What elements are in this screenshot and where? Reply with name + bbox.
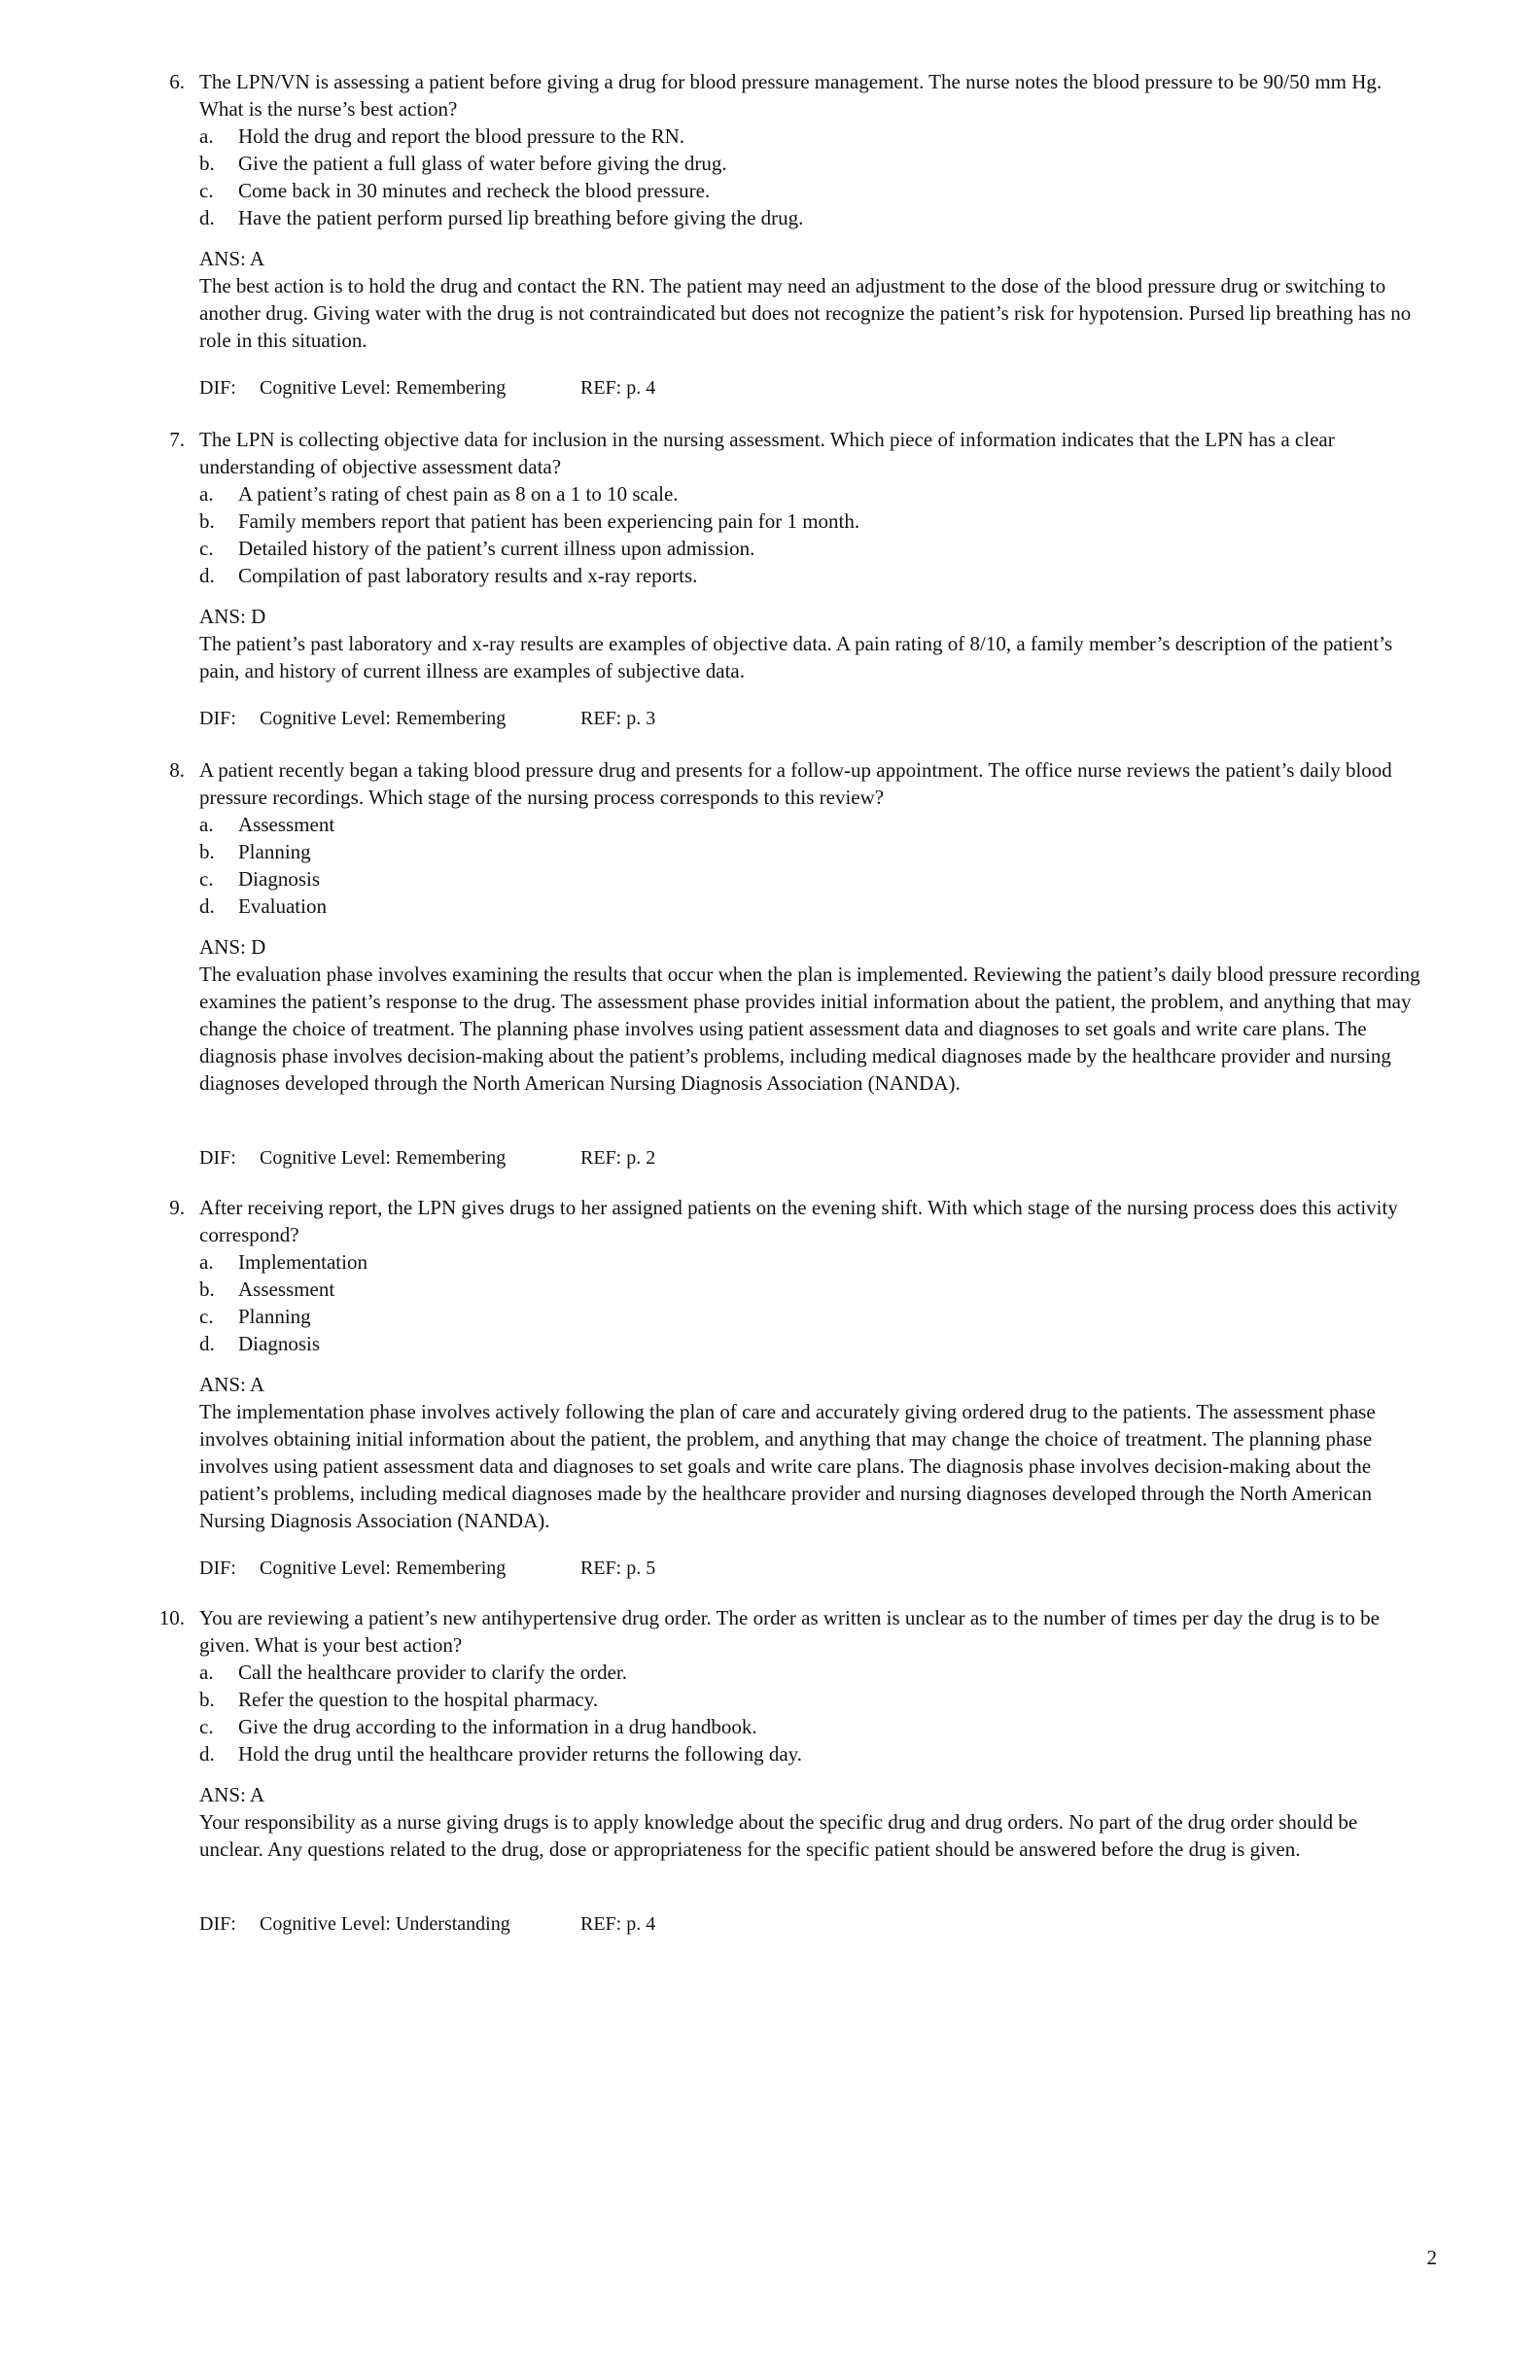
question-stem: The LPN is collecting objective data for inclusion in the nursing assessment. Which piece of information indicates that the LPN has a clear understanding of objective assessment data?	[199, 428, 1335, 478]
option-d	[199, 204, 1424, 231]
option-letter: d.	[199, 894, 215, 918]
option-text: Assessment	[238, 813, 335, 836]
question-number: 7.	[169, 428, 185, 451]
option-letter: b.	[199, 152, 215, 175]
option-letter: a.	[199, 1661, 214, 1684]
answer-options	[199, 1659, 1424, 1768]
option-letter: d.	[199, 206, 215, 229]
cognitive-level: Cognitive Level: Understanding	[260, 1913, 510, 1935]
option-letter: c.	[199, 867, 214, 891]
option-text: Diagnosis	[238, 1332, 320, 1355]
question-metadata	[199, 705, 655, 732]
difficulty-label: DIF:	[199, 1558, 236, 1579]
question-metadata	[199, 1910, 655, 1938]
option-letter: a.	[199, 1250, 214, 1274]
page-number: 2	[1426, 2246, 1437, 2269]
option-d	[199, 1330, 1424, 1357]
question-stem: You are reviewing a patient’s new antihypertensive drug order. The order as written is unclear as to the number of times per day the drug is to be given. What is your best action?	[199, 1606, 1380, 1657]
page-reference: REF: p. 4	[580, 1913, 656, 1935]
cognitive-level: Cognitive Level: Remembering	[260, 377, 507, 399]
answer-rationale: The patient’s past laboratory and x-ray results are examples of objective data. A pain rating of 8/10, a family member’s description of the patient’s pain, and history of current illness are examples of subjective data.	[199, 632, 1393, 682]
page-reference: REF: p. 5	[580, 1558, 656, 1579]
option-d	[199, 562, 1424, 589]
option-letter: b.	[199, 1278, 215, 1301]
option-a	[199, 1248, 1424, 1276]
page-reference: REF: p. 4	[580, 377, 656, 399]
option-text: Implementation	[238, 1250, 368, 1274]
option-text: Family members report that patient has been experiencing pain for 1 month.	[238, 509, 860, 533]
option-text: Call the healthcare provider to clarify the order.	[238, 1661, 627, 1684]
option-letter: c.	[199, 1715, 214, 1738]
page-reference: REF: p. 3	[580, 708, 656, 729]
question-stem: A patient recently began a taking blood pressure drug and presents for a follow-up appointment. The office nurse reviews the patient’s daily blood pressure recordings. Which stage of the nursing process corresponds to this review?	[199, 758, 1392, 809]
option-letter: a.	[199, 124, 214, 148]
option-text: Assessment	[238, 1278, 335, 1301]
difficulty-label: DIF:	[199, 1147, 236, 1169]
option-d	[199, 892, 1424, 920]
question-stem: The LPN/VN is assessing a patient before giving a drug for blood pressure management. The nurse notes the blood pressure to be 90/50 mm Hg. What is the nurse’s best action?	[199, 70, 1382, 121]
answer-key: ANS: A	[199, 247, 265, 270]
option-c	[199, 865, 1424, 892]
option-letter: b.	[199, 509, 215, 533]
question-metadata	[199, 1555, 655, 1582]
option-text: Give the drug according to the information in a drug handbook.	[238, 1715, 757, 1738]
option-text: Give the patient a full glass of water before giving the drug.	[238, 152, 727, 175]
option-a	[199, 811, 1424, 838]
option-d	[199, 1740, 1424, 1768]
option-text: Planning	[238, 840, 311, 863]
answer-key: ANS: D	[199, 935, 266, 959]
answer-rationale: The evaluation phase involves examining the results that occur when the plan is implemented. Reviewing the patient’s daily blood pressure recording examines the patient’s response to the drug. The assessment phase provides initial information about the patient, the problem, and anything that may change the choice of treatment. The planning phase involves using patient assessment data and diagnoses to set goals and write care plans. The diagnosis phase involves decision-making about the patient’s problems, including medical diagnoses made by the healthcare provider and nursing diagnoses developed through the North American Nursing Diagnosis Association (NANDA).	[199, 962, 1420, 1095]
option-text: Diagnosis	[238, 867, 320, 891]
option-text: Compilation of past laboratory results and x-ray reports.	[238, 564, 698, 587]
answer-options	[199, 811, 1424, 920]
option-text: Planning	[238, 1305, 311, 1328]
question-metadata	[199, 374, 655, 402]
cognitive-level: Cognitive Level: Remembering	[260, 1558, 507, 1579]
option-letter: d.	[199, 564, 215, 587]
option-text: Hold the drug and report the blood pressure to the RN.	[238, 124, 684, 148]
option-b	[199, 1276, 1424, 1303]
cognitive-level: Cognitive Level: Remembering	[260, 1147, 507, 1169]
question-number: 6.	[169, 70, 185, 93]
option-letter: a.	[199, 813, 214, 836]
page-reference: REF: p. 2	[580, 1147, 656, 1169]
option-text: Evaluation	[238, 894, 327, 918]
answer-options	[199, 480, 1424, 589]
option-text: Have the patient perform pursed lip breathing before giving the drug.	[238, 206, 804, 229]
option-letter: c.	[199, 179, 214, 202]
option-letter: d.	[199, 1332, 215, 1355]
option-a	[199, 480, 1424, 508]
option-letter: c.	[199, 1305, 214, 1328]
question-stem: After receiving report, the LPN gives drugs to her assigned patients on the evening shift. With which stage of the nursing process does this activity correspond?	[199, 1196, 1398, 1246]
option-b	[199, 150, 1424, 177]
answer-key: ANS: D	[199, 605, 266, 628]
option-letter: c.	[199, 537, 214, 560]
option-b	[199, 838, 1424, 865]
option-a	[199, 122, 1424, 150]
option-c	[199, 1303, 1424, 1330]
question-number: 9.	[169, 1196, 185, 1219]
option-text: Hold the drug until the healthcare provider returns the following day.	[238, 1742, 803, 1766]
difficulty-label: DIF:	[199, 1913, 236, 1935]
difficulty-label: DIF:	[199, 708, 236, 729]
option-text: Come back in 30 minutes and recheck the blood pressure.	[238, 179, 711, 202]
option-letter: b.	[199, 1688, 215, 1711]
option-c	[199, 177, 1424, 204]
question-metadata	[199, 1144, 655, 1172]
option-text: Refer the question to the hospital pharmacy.	[238, 1688, 599, 1711]
question-number: 10.	[158, 1606, 185, 1629]
option-text: Detailed history of the patient’s current illness upon admission.	[238, 537, 755, 560]
question-number: 8.	[169, 758, 185, 782]
option-text: A patient’s rating of chest pain as 8 on a 1 to 10 scale.	[238, 482, 679, 506]
option-c	[199, 535, 1424, 562]
cognitive-level: Cognitive Level: Remembering	[260, 708, 507, 729]
option-letter: b.	[199, 840, 215, 863]
answer-rationale: Your responsibility as a nurse giving drugs is to apply knowledge about the specific drug and drug orders. No part of the drug order should be unclear. Any questions related to the drug, dose or appropriateness for the specific patient should be answered before the drug is given.	[199, 1810, 1358, 1861]
difficulty-label: DIF:	[199, 377, 236, 399]
answer-options	[199, 1248, 1424, 1357]
answer-key: ANS: A	[199, 1373, 265, 1396]
option-c	[199, 1713, 1424, 1740]
option-b	[199, 1686, 1424, 1713]
option-a	[199, 1659, 1424, 1686]
answer-options	[199, 122, 1424, 231]
answer-rationale: The implementation phase involves actively following the plan of care and accurately giving ordered drug to the patients. The assessment phase involves obtaining initial information about the patient, the problem, and anything that may change the choice of treatment. The planning phase involves using patient assessment data and diagnoses to set goals and write care plans. The diagnosis phase involves decision-making about the patient’s problems, including medical diagnoses made by the healthcare provider and nursing diagnoses developed through the North American Nursing Diagnosis Association (NANDA).	[199, 1400, 1376, 1532]
option-letter: d.	[199, 1742, 215, 1766]
option-b	[199, 508, 1424, 535]
answer-key: ANS: A	[199, 1783, 265, 1806]
option-letter: a.	[199, 482, 214, 506]
answer-rationale: The best action is to hold the drug and contact the RN. The patient may need an adjustment to the dose of the blood pressure drug or switching to another drug. Giving water with the drug is not contraindicated but does not recognize the patient’s risk for hypotension. Pursed lip breathing has no role in this situation.	[199, 274, 1412, 352]
